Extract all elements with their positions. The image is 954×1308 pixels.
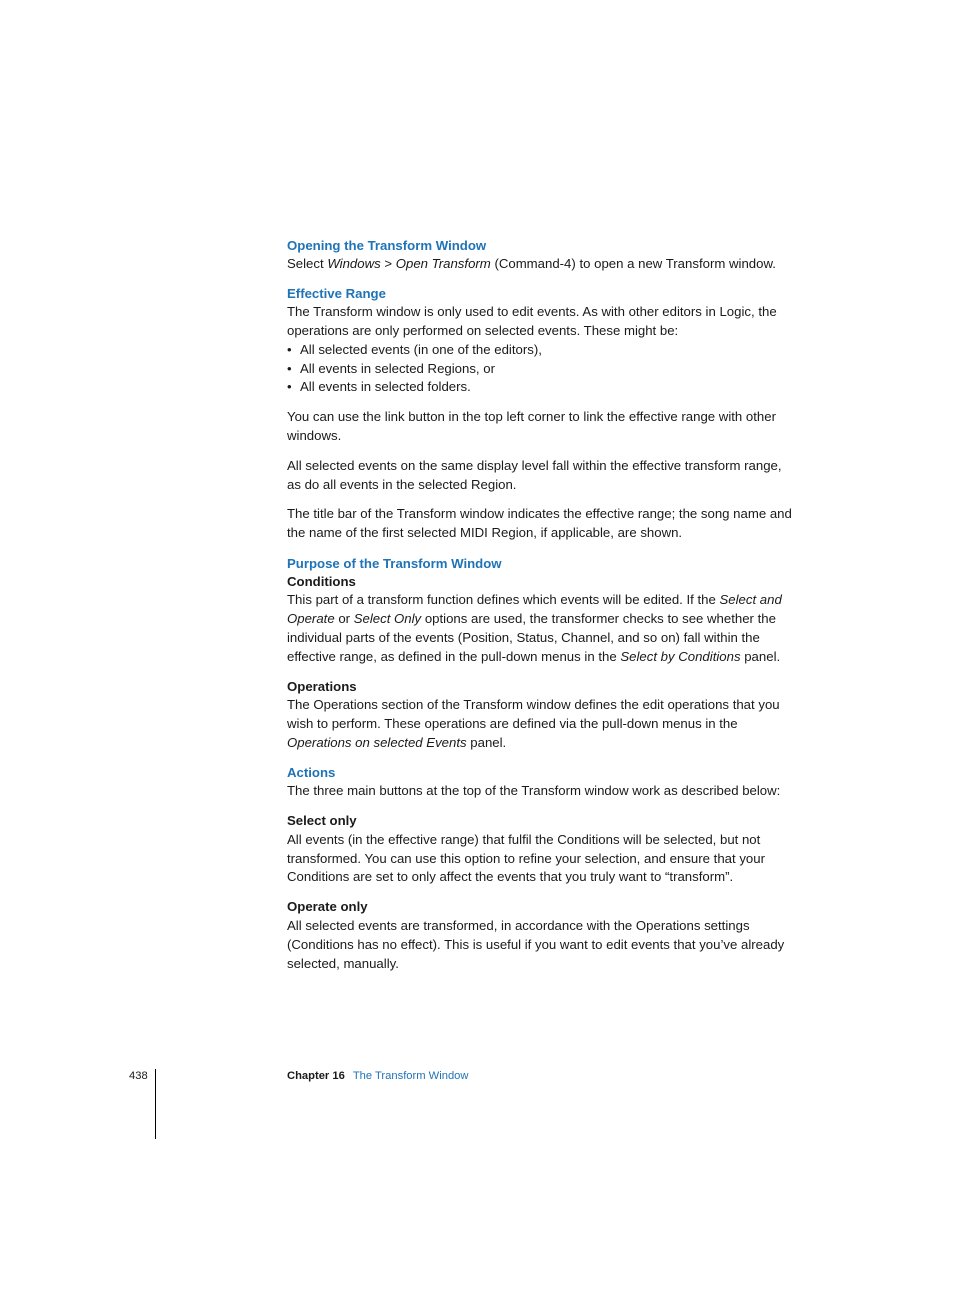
page-body [287, 236, 799, 973]
range-paragraph-3: All selected events on the same display level fall within the effective transform range, as do all events in the selected Region. [287, 457, 782, 492]
subheading-conditions: Conditions [287, 573, 356, 589]
heading-effective-range: Effective Range [287, 286, 386, 302]
chapter-label: Chapter 16 [287, 1070, 345, 1082]
operations-paragraph [287, 696, 799, 752]
text-run: > [380, 256, 396, 271]
text-run: panel. [740, 648, 781, 664]
panel-operations-on-selected-events: Operations on selected Events [287, 734, 467, 750]
bullet-glyph: • [287, 360, 292, 376]
select-only-paragraph: All events (in the effective range) that fulfil the Conditions will be selected, but not transformed. You can use this option to refine your selection, and ensure that your Conditions are set to only affect the events that you truly want to “transform”. [287, 831, 765, 885]
bullet-glyph: • [287, 341, 292, 357]
text-run: Select [287, 256, 328, 271]
text-run: or [334, 611, 354, 627]
bullet-glyph: • [287, 379, 292, 395]
subheading-operate-only: Operate only [287, 899, 368, 915]
range-paragraph-2: You can use the link button in the top left corner to link the effective range with other windows. [287, 409, 776, 444]
page-number: 438 [129, 1070, 148, 1082]
menu-item-open-transform: Open Transform [395, 256, 491, 271]
option-select-only: Select Only [353, 611, 422, 627]
subheading-select-only: Select only [287, 813, 357, 829]
text-run: panel. [466, 734, 507, 750]
range-paragraph-1: The Transform window is only used to edit events. As with other editors in Logic, the operations are only performed on selected events. These might be: [287, 304, 777, 339]
operate-only-paragraph: All selected events are transformed, in accordance with the Operations settings (Conditions has no effect). This is useful if you want to edit events that you’ve already selected, manually. [287, 918, 785, 971]
opening-paragraph [287, 255, 799, 274]
text-run: options are used, the transformer checks to see whether the individual parts of the events (Position, Status, Channel, and so on) fall within the effective range, as defined in the pull-down menus in the [287, 611, 776, 664]
text-run: The Operations section of the Transform window defines the edit operations that you wish to perform. These operations are defined via the pull-down menus in the [287, 697, 780, 732]
text-run: (Command-4) to open a new Transform window. [490, 256, 776, 271]
list-item [287, 360, 799, 379]
panel-select-by-conditions: Select by Conditions [620, 648, 741, 664]
running-footer [287, 1070, 468, 1082]
heading-purpose: Purpose of the Transform Window [287, 555, 502, 571]
range-bullet-list [287, 341, 799, 397]
chapter-title: The Transform Window [352, 1070, 469, 1082]
list-item [287, 341, 799, 360]
subheading-operations: Operations [287, 678, 357, 694]
list-item-text: All events in selected folders. [300, 379, 471, 395]
text-run: This part of a transform function defines which events will be edited. If the [287, 592, 720, 608]
range-paragraph-4: The title bar of the Transform window indicates the effective range; the song name and the name of the first selected MIDI Region, if applicable, are shown. [287, 506, 792, 541]
list-item-text: All events in selected Regions, or [300, 360, 495, 376]
list-item [287, 378, 799, 397]
menu-name-windows: Windows [327, 256, 381, 271]
list-item-text: All selected events (in one of the editors), [300, 341, 542, 357]
heading-opening: Opening the Transform Window [287, 238, 487, 253]
footer-divider [155, 1069, 156, 1139]
conditions-paragraph [287, 591, 799, 666]
actions-paragraph: The three main buttons at the top of the Transform window work as described below: [287, 783, 781, 799]
heading-actions: Actions [287, 765, 336, 781]
option-select-and-operate: Select and Operate [287, 592, 782, 627]
